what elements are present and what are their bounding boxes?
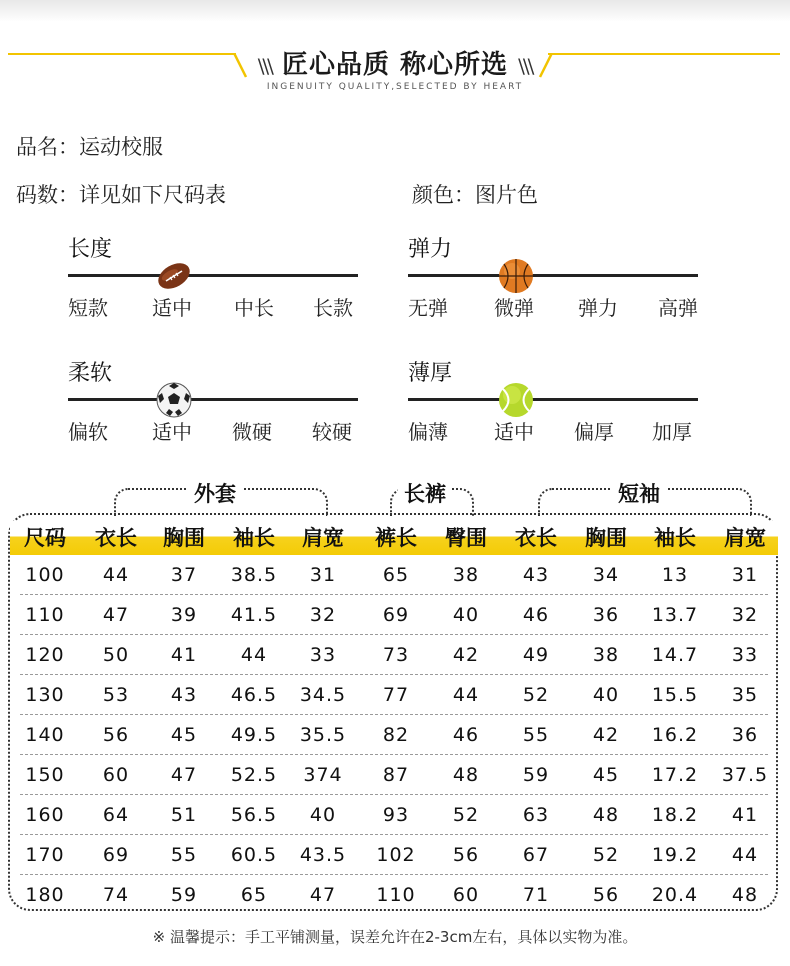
product-name: 品名：运动校服 bbox=[16, 135, 163, 159]
table-cell: 60 bbox=[452, 884, 480, 906]
header-cell: 袖长 bbox=[654, 526, 696, 550]
table-cell: 44 bbox=[731, 844, 759, 866]
table-cell: 52.5 bbox=[230, 764, 278, 786]
scale-option-selected: 适中 bbox=[152, 296, 192, 320]
scale-option: 偏薄 bbox=[408, 420, 448, 444]
scale-option-selected: 适中 bbox=[494, 420, 534, 444]
scale-line bbox=[408, 274, 698, 277]
scale-option: 无弹 bbox=[408, 296, 448, 320]
table-cell: 42 bbox=[452, 644, 480, 666]
table-cell: 150 bbox=[25, 764, 65, 786]
scale-option: 弹力 bbox=[578, 296, 618, 320]
table-cell: 41 bbox=[731, 804, 759, 826]
table-cell: 56 bbox=[592, 884, 620, 906]
table-cell: 44 bbox=[452, 684, 480, 706]
scale-name: 柔软 bbox=[68, 361, 113, 386]
header-cell: 胸围 bbox=[163, 526, 205, 550]
table-cell: 46.5 bbox=[230, 684, 278, 706]
scale-option-selected: 微弹 bbox=[494, 296, 534, 320]
table-cell: 35.5 bbox=[299, 724, 347, 746]
table-cell: 16.2 bbox=[651, 724, 699, 746]
size-table-header bbox=[10, 521, 778, 555]
table-cell: 43 bbox=[522, 564, 550, 586]
table-cell: 31 bbox=[309, 564, 337, 586]
scale-option: 较硬 bbox=[312, 420, 352, 444]
scale-option: 偏厚 bbox=[574, 420, 614, 444]
table-cell: 52 bbox=[452, 804, 480, 826]
scale-thickness bbox=[408, 356, 700, 466]
group-label-shortsleeve: 短袖 bbox=[612, 478, 666, 508]
table-cell: 47 bbox=[309, 884, 337, 906]
table-cell: 33 bbox=[309, 644, 337, 666]
table-cell: 19.2 bbox=[651, 844, 699, 866]
table-cell: 51 bbox=[170, 804, 198, 826]
table-cell: 73 bbox=[382, 644, 410, 666]
measurement-note: ※ 温馨提示：手工平铺测量，误差允许在2-3cm左右，具体以实物为准。 bbox=[152, 928, 638, 946]
scale-option: 短款 bbox=[68, 296, 108, 320]
scale-option: 偏软 bbox=[68, 420, 108, 444]
scale-name: 弹力 bbox=[408, 237, 453, 262]
table-row bbox=[10, 675, 768, 715]
header-cell: 袖长 bbox=[233, 526, 275, 550]
table-cell: 32 bbox=[309, 604, 337, 626]
table-cell: 87 bbox=[382, 764, 410, 786]
table-cell: 59 bbox=[522, 764, 550, 786]
table-cell: 42 bbox=[592, 724, 620, 746]
table-cell: 46 bbox=[522, 604, 550, 626]
table-cell: 110 bbox=[25, 604, 65, 626]
scale-line bbox=[68, 274, 358, 277]
table-cell: 102 bbox=[376, 844, 416, 866]
table-cell: 36 bbox=[592, 604, 620, 626]
header-cell: 肩宽 bbox=[302, 526, 344, 550]
table-cell: 56 bbox=[102, 724, 130, 746]
table-row bbox=[10, 835, 768, 875]
basketball-icon bbox=[498, 258, 534, 294]
table-cell: 37.5 bbox=[721, 764, 769, 786]
table-row bbox=[10, 795, 768, 835]
banner-title bbox=[240, 44, 550, 81]
banner-hook-right bbox=[536, 53, 554, 79]
table-cell: 130 bbox=[25, 684, 65, 706]
table-cell: 32 bbox=[731, 604, 759, 626]
table-cell: 41 bbox=[170, 644, 198, 666]
table-cell: 71 bbox=[522, 884, 550, 906]
header-cell: 衣长 bbox=[95, 526, 137, 550]
table-cell: 49 bbox=[522, 644, 550, 666]
table-cell: 15.5 bbox=[651, 684, 699, 706]
scale-option: 中长 bbox=[234, 296, 274, 320]
banner-line-right bbox=[548, 53, 780, 55]
table-cell: 34.5 bbox=[299, 684, 347, 706]
table-cell: 110 bbox=[376, 884, 416, 906]
table-cell: 47 bbox=[102, 604, 130, 626]
table-row bbox=[10, 555, 768, 595]
scale-name: 长度 bbox=[68, 237, 113, 262]
table-cell: 65 bbox=[382, 564, 410, 586]
table-cell: 64 bbox=[102, 804, 130, 826]
table-cell: 31 bbox=[731, 564, 759, 586]
table-cell: 45 bbox=[592, 764, 620, 786]
table-cell: 140 bbox=[25, 724, 65, 746]
table-cell: 170 bbox=[25, 844, 65, 866]
table-cell: 39 bbox=[170, 604, 198, 626]
banner-title-text: 匠心品质 称心所选 bbox=[281, 50, 509, 80]
table-cell: 14.7 bbox=[651, 644, 699, 666]
table-cell: 41.5 bbox=[230, 604, 278, 626]
table-cell: 37 bbox=[170, 564, 198, 586]
scale-line bbox=[408, 398, 698, 401]
table-row bbox=[10, 635, 768, 675]
header-cell: 胸围 bbox=[585, 526, 627, 550]
table-cell: 74 bbox=[102, 884, 130, 906]
table-cell: 100 bbox=[25, 564, 65, 586]
table-cell: 77 bbox=[382, 684, 410, 706]
table-cell: 48 bbox=[731, 884, 759, 906]
top-shade bbox=[0, 0, 790, 22]
table-cell: 55 bbox=[522, 724, 550, 746]
table-cell: 13.7 bbox=[651, 604, 699, 626]
header-cell: 裤长 bbox=[375, 526, 417, 550]
table-cell: 13 bbox=[661, 564, 689, 586]
scale-elasticity bbox=[408, 232, 700, 342]
group-label-jacket: 外套 bbox=[188, 478, 242, 508]
table-cell: 20.4 bbox=[651, 884, 699, 906]
table-cell: 49.5 bbox=[230, 724, 278, 746]
table-cell: 120 bbox=[25, 644, 65, 666]
table-cell: 374 bbox=[303, 764, 343, 786]
table-cell: 50 bbox=[102, 644, 130, 666]
scale-option: 加厚 bbox=[652, 420, 692, 444]
banner-line-left bbox=[8, 53, 236, 55]
table-cell: 18.2 bbox=[651, 804, 699, 826]
scale-option-selected: 适中 bbox=[152, 420, 192, 444]
table-cell: 67 bbox=[522, 844, 550, 866]
table-cell: 52 bbox=[592, 844, 620, 866]
banner-stripes-right: \\\ bbox=[518, 54, 533, 78]
scale-option: 高弹 bbox=[658, 296, 698, 320]
table-cell: 17.2 bbox=[651, 764, 699, 786]
table-cell: 56.5 bbox=[230, 804, 278, 826]
table-cell: 34 bbox=[592, 564, 620, 586]
table-cell: 38 bbox=[592, 644, 620, 666]
scale-length bbox=[68, 232, 360, 342]
table-cell: 44 bbox=[240, 644, 268, 666]
table-cell: 43.5 bbox=[299, 844, 347, 866]
soccer-ball-icon bbox=[156, 382, 192, 418]
table-cell: 59 bbox=[170, 884, 198, 906]
scale-option: 微硬 bbox=[232, 420, 272, 444]
scale-softness bbox=[68, 356, 360, 466]
header-cell: 臀围 bbox=[445, 526, 487, 550]
group-label-pants: 长裤 bbox=[398, 478, 452, 508]
table-cell: 38.5 bbox=[230, 564, 278, 586]
table-cell: 48 bbox=[592, 804, 620, 826]
table-cell: 45 bbox=[170, 724, 198, 746]
table-cell: 40 bbox=[309, 804, 337, 826]
banner-stripes-left: \\\ bbox=[257, 54, 272, 78]
table-cell: 65 bbox=[240, 884, 268, 906]
table-cell: 46 bbox=[452, 724, 480, 746]
table-cell: 60.5 bbox=[230, 844, 278, 866]
tennis-ball-icon bbox=[498, 382, 534, 418]
table-cell: 93 bbox=[382, 804, 410, 826]
scale-name: 薄厚 bbox=[408, 361, 453, 386]
table-row bbox=[10, 755, 768, 795]
product-color: 颜色：图片色 bbox=[412, 183, 538, 207]
header-cell: 尺码 bbox=[24, 526, 66, 550]
table-cell: 82 bbox=[382, 724, 410, 746]
table-cell: 56 bbox=[452, 844, 480, 866]
banner-subtitle: INGENUITY QUALITY,SELECTED BY HEART bbox=[266, 82, 524, 92]
table-cell: 43 bbox=[170, 684, 198, 706]
table-cell: 48 bbox=[452, 764, 480, 786]
table-cell: 160 bbox=[25, 804, 65, 826]
table-cell: 35 bbox=[731, 684, 759, 706]
table-cell: 53 bbox=[102, 684, 130, 706]
table-cell: 69 bbox=[102, 844, 130, 866]
scale-line bbox=[68, 398, 358, 401]
table-row bbox=[10, 715, 768, 755]
table-cell: 52 bbox=[522, 684, 550, 706]
product-size: 码数：详见如下尺码表 bbox=[16, 183, 226, 207]
scale-option: 长款 bbox=[313, 296, 353, 320]
table-cell: 36 bbox=[731, 724, 759, 746]
table-cell: 47 bbox=[170, 764, 198, 786]
table-cell: 40 bbox=[592, 684, 620, 706]
header-cell: 肩宽 bbox=[724, 526, 766, 550]
table-cell: 55 bbox=[170, 844, 198, 866]
table-row bbox=[10, 595, 768, 635]
header-cell: 衣长 bbox=[515, 526, 557, 550]
table-cell: 33 bbox=[731, 644, 759, 666]
table-cell: 180 bbox=[25, 884, 65, 906]
table-cell: 40 bbox=[452, 604, 480, 626]
table-cell: 63 bbox=[522, 804, 550, 826]
table-row bbox=[10, 875, 768, 915]
table-cell: 60 bbox=[102, 764, 130, 786]
table-cell: 44 bbox=[102, 564, 130, 586]
football-icon bbox=[156, 258, 192, 294]
table-cell: 38 bbox=[452, 564, 480, 586]
table-cell: 69 bbox=[382, 604, 410, 626]
